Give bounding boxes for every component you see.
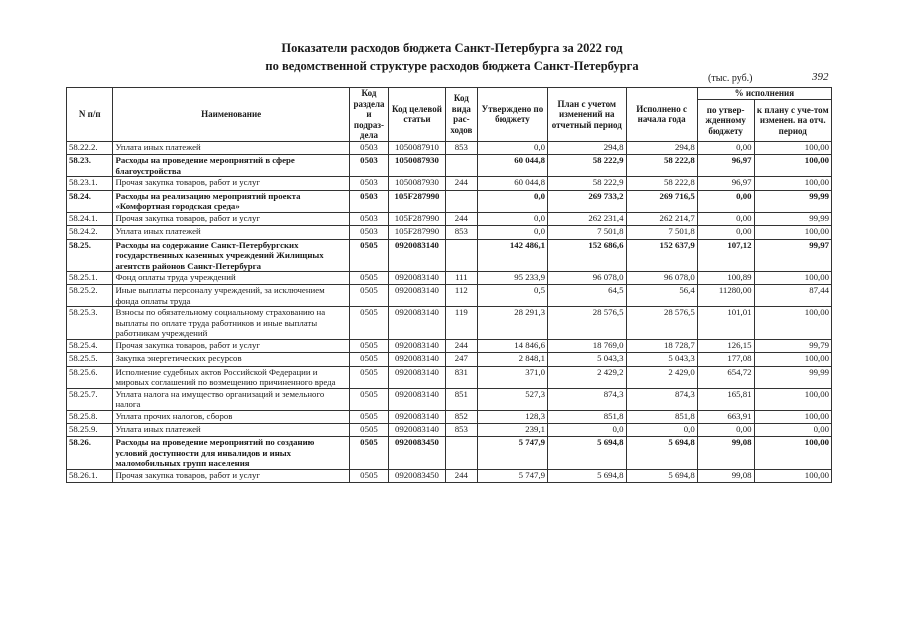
cell-executed: 851,8 (626, 410, 697, 423)
cell-name: Прочая закупка товаров, работ и услуг (113, 212, 349, 225)
cell-pct-approved: 96,97 (697, 177, 754, 190)
cell-type: 111 (445, 272, 477, 285)
table-row (67, 141, 832, 154)
cell-section: 0505 (349, 424, 388, 437)
col-type-header: Код вида рас-ходов (445, 88, 477, 142)
cell-num: 58.24. (67, 190, 113, 212)
cell-section: 0505 (349, 285, 388, 307)
cell-executed: 58 222,8 (626, 177, 697, 190)
cell-num: 58.24.1. (67, 212, 113, 225)
cell-name: Прочая закупка товаров, работ и услуг (113, 177, 349, 190)
cell-plan: 269 733,2 (548, 190, 626, 212)
cell-num: 58.23.1. (67, 177, 113, 190)
cell-num: 58.26.1. (67, 469, 113, 482)
cell-pct-plan: 100,00 (754, 410, 831, 423)
cell-plan: 851,8 (548, 410, 626, 423)
cell-pct-approved: 0,00 (697, 424, 754, 437)
table-row (67, 388, 832, 410)
table-row (67, 469, 832, 482)
table-row (67, 239, 832, 272)
cell-pct-approved: 0,00 (697, 226, 754, 239)
report-subtitle: по ведомственной структуре расходов бюджета Санкт-Петербурга (265, 59, 639, 73)
table-row (67, 272, 832, 285)
cell-type: 247 (445, 353, 477, 366)
cell-type: 244 (445, 212, 477, 225)
cell-target: 0920083450 (389, 469, 446, 482)
cell-pct-approved: 0,00 (697, 190, 754, 212)
cell-type: 853 (445, 226, 477, 239)
cell-target: 0920083450 (389, 437, 446, 470)
cell-plan: 2 429,2 (548, 366, 626, 388)
table-header (67, 88, 832, 142)
cell-section: 0505 (349, 469, 388, 482)
cell-target: 0920083140 (389, 239, 446, 272)
cell-approved: 5 747,9 (477, 469, 547, 482)
cell-plan: 294,8 (548, 141, 626, 154)
cell-num: 58.25.5. (67, 353, 113, 366)
cell-name: Исполнение судебных актов Российской Федерации и мировых соглашений по возмещению причиненного вреда (113, 366, 349, 388)
table-row (67, 410, 832, 423)
cell-plan: 262 231,4 (548, 212, 626, 225)
cell-type (445, 239, 477, 272)
cell-num: 58.25.4. (67, 339, 113, 352)
cell-target: 0920083140 (389, 353, 446, 366)
cell-pct-approved: 177,08 (697, 353, 754, 366)
table-body (67, 141, 832, 482)
table-row (67, 226, 832, 239)
table-row (67, 212, 832, 225)
cell-executed: 7 501,8 (626, 226, 697, 239)
cell-plan: 28 576,5 (548, 307, 626, 340)
cell-name: Уплата налога на имущество организаций и земельного налога (113, 388, 349, 410)
cell-approved: 5 747,9 (477, 437, 547, 470)
cell-approved: 14 846,6 (477, 339, 547, 352)
cell-pct-approved: 0,00 (697, 212, 754, 225)
cell-name: Взносы по обязательному социальному страхованию на выплаты по оплате труда работников и иные выплаты работникам учреждений (113, 307, 349, 340)
col-target-header: Код целевой статьи (389, 88, 446, 142)
cell-plan: 64,5 (548, 285, 626, 307)
cell-target: 0920083140 (389, 285, 446, 307)
cell-type (445, 437, 477, 470)
cell-pct-approved: 11280,00 (697, 285, 754, 307)
cell-plan: 5 694,8 (548, 437, 626, 470)
cell-pct-plan: 0,00 (754, 424, 831, 437)
cell-num: 58.25. (67, 239, 113, 272)
cell-plan: 5 043,3 (548, 353, 626, 366)
table-row (67, 437, 832, 470)
cell-pct-plan: 100,00 (754, 469, 831, 482)
table-row (67, 155, 832, 177)
cell-executed: 96 078,0 (626, 272, 697, 285)
cell-executed: 18 728,7 (626, 339, 697, 352)
cell-type: 119 (445, 307, 477, 340)
cell-approved: 0,0 (477, 141, 547, 154)
cell-plan: 18 769,0 (548, 339, 626, 352)
cell-section: 0505 (349, 307, 388, 340)
cell-pct-approved: 100,89 (697, 272, 754, 285)
cell-section: 0505 (349, 366, 388, 388)
cell-type (445, 155, 477, 177)
cell-pct-approved: 654,72 (697, 366, 754, 388)
col-plan-header: План с учетом изменений на отчетный период (548, 88, 626, 142)
cell-executed: 294,8 (626, 141, 697, 154)
cell-section: 0505 (349, 437, 388, 470)
cell-target: 0920083140 (389, 366, 446, 388)
cell-num: 58.22.2. (67, 141, 113, 154)
cell-target: 0920083140 (389, 339, 446, 352)
cell-approved: 60 044,8 (477, 155, 547, 177)
cell-num: 58.25.3. (67, 307, 113, 340)
cell-plan: 58 222,9 (548, 155, 626, 177)
cell-target: 105F287990 (389, 226, 446, 239)
cell-section: 0505 (349, 239, 388, 272)
cell-target: 0920083140 (389, 410, 446, 423)
cell-section: 0505 (349, 339, 388, 352)
cell-section: 0505 (349, 410, 388, 423)
cell-plan: 58 222,9 (548, 177, 626, 190)
table-row (67, 307, 832, 340)
cell-section: 0503 (349, 226, 388, 239)
cell-pct-approved: 126,15 (697, 339, 754, 352)
cell-section: 0505 (349, 388, 388, 410)
table-row (67, 177, 832, 190)
budget-table (66, 87, 832, 483)
cell-pct-approved: 0,00 (697, 141, 754, 154)
cell-type: 853 (445, 141, 477, 154)
cell-pct-approved: 663,91 (697, 410, 754, 423)
cell-name: Уплата иных платежей (113, 141, 349, 154)
cell-approved: 142 486,1 (477, 239, 547, 272)
cell-executed: 152 637,9 (626, 239, 697, 272)
cell-executed: 28 576,5 (626, 307, 697, 340)
cell-type: 244 (445, 339, 477, 352)
cell-type: 244 (445, 177, 477, 190)
cell-pct-plan: 100,00 (754, 141, 831, 154)
cell-section: 0503 (349, 190, 388, 212)
cell-pct-plan: 100,00 (754, 177, 831, 190)
cell-num: 58.26. (67, 437, 113, 470)
cell-section: 0503 (349, 155, 388, 177)
units-label: (тыс. руб.) (708, 73, 753, 84)
cell-pct-plan: 100,00 (754, 226, 831, 239)
cell-pct-approved: 96,97 (697, 155, 754, 177)
cell-target: 0920083140 (389, 272, 446, 285)
cell-name: Уплата иных платежей (113, 424, 349, 437)
cell-name: Прочая закупка товаров, работ и услуг (113, 469, 349, 482)
cell-num: 58.23. (67, 155, 113, 177)
report-title: Показатели расходов бюджета Санкт-Петербурга за 2022 год (281, 41, 623, 55)
cell-section: 0503 (349, 177, 388, 190)
cell-executed: 58 222,8 (626, 155, 697, 177)
cell-pct-plan: 100,00 (754, 437, 831, 470)
cell-approved: 60 044,8 (477, 177, 547, 190)
cell-target: 0920083140 (389, 424, 446, 437)
cell-section: 0503 (349, 141, 388, 154)
cell-pct-plan: 99,99 (754, 212, 831, 225)
cell-plan: 0,0 (548, 424, 626, 437)
table-row (67, 424, 832, 437)
cell-type (445, 190, 477, 212)
cell-target: 0920083140 (389, 388, 446, 410)
cell-target: 0920083140 (389, 307, 446, 340)
cell-name: Фонд оплаты труда учреждений (113, 272, 349, 285)
col-pct-approved-header: по утвер-жденному бюджету (697, 100, 754, 142)
cell-pct-plan: 99,99 (754, 366, 831, 388)
cell-num: 58.24.2. (67, 226, 113, 239)
cell-pct-plan: 99,99 (754, 190, 831, 212)
cell-pct-plan: 100,00 (754, 307, 831, 340)
cell-executed: 5 694,8 (626, 437, 697, 470)
cell-name: Закупка энергетических ресурсов (113, 353, 349, 366)
table-row (67, 353, 832, 366)
cell-target: 105F287990 (389, 212, 446, 225)
cell-type: 244 (445, 469, 477, 482)
cell-plan: 7 501,8 (548, 226, 626, 239)
cell-num: 58.25.2. (67, 285, 113, 307)
cell-name: Расходы на проведение мероприятий по созданию условий доступности для инвалидов и иных маломобильных групп населения (113, 437, 349, 470)
cell-section: 0505 (349, 272, 388, 285)
cell-plan: 874,3 (548, 388, 626, 410)
cell-approved: 95 233,9 (477, 272, 547, 285)
cell-num: 58.25.6. (67, 366, 113, 388)
cell-approved: 28 291,3 (477, 307, 547, 340)
cell-section: 0503 (349, 212, 388, 225)
cell-approved: 527,3 (477, 388, 547, 410)
cell-section: 0505 (349, 353, 388, 366)
cell-plan: 152 686,6 (548, 239, 626, 272)
cell-executed: 874,3 (626, 388, 697, 410)
cell-pct-plan: 100,00 (754, 272, 831, 285)
cell-approved: 0,5 (477, 285, 547, 307)
cell-approved: 0,0 (477, 190, 547, 212)
cell-pct-plan: 100,00 (754, 388, 831, 410)
cell-pct-plan: 99,79 (754, 339, 831, 352)
table-row (67, 190, 832, 212)
cell-executed: 269 716,5 (626, 190, 697, 212)
cell-pct-approved: 99,08 (697, 437, 754, 470)
cell-pct-approved: 107,12 (697, 239, 754, 272)
cell-executed: 262 214,7 (626, 212, 697, 225)
page-number: 392 (812, 71, 829, 83)
col-approved-header: Утверждено по бюджету (477, 88, 547, 142)
cell-name: Расходы на реализацию мероприятий проекта «Комфортная городская среда» (113, 190, 349, 212)
cell-plan: 5 694,8 (548, 469, 626, 482)
table-row (67, 366, 832, 388)
cell-name: Прочая закупка товаров, работ и услуг (113, 339, 349, 352)
cell-target: 1050087930 (389, 155, 446, 177)
cell-executed: 2 429,0 (626, 366, 697, 388)
cell-executed: 5 043,3 (626, 353, 697, 366)
cell-type: 851 (445, 388, 477, 410)
cell-type: 112 (445, 285, 477, 307)
cell-approved: 371,0 (477, 366, 547, 388)
cell-pct-plan: 100,00 (754, 353, 831, 366)
cell-type: 831 (445, 366, 477, 388)
cell-pct-plan: 100,00 (754, 155, 831, 177)
cell-target: 1050087910 (389, 141, 446, 154)
cell-num: 58.25.1. (67, 272, 113, 285)
col-name-header: Наименование (113, 88, 349, 142)
cell-name: Расходы на проведение мероприятий в сфере благоустройства (113, 155, 349, 177)
cell-approved: 0,0 (477, 226, 547, 239)
cell-pct-plan: 99,97 (754, 239, 831, 272)
cell-executed: 0,0 (626, 424, 697, 437)
cell-approved: 128,3 (477, 410, 547, 423)
col-num-header: N п/п (67, 88, 113, 142)
cell-executed: 5 694,8 (626, 469, 697, 482)
cell-pct-approved: 165,81 (697, 388, 754, 410)
col-percent-group-header: % исполнения (697, 88, 831, 100)
cell-pct-approved: 101,01 (697, 307, 754, 340)
cell-name: Расходы на содержание Санкт-Петербургских государственных казенных учреждений Жилищных агентств районов Санкт-Петербурга (113, 239, 349, 272)
cell-type: 853 (445, 424, 477, 437)
cell-approved: 0,0 (477, 212, 547, 225)
cell-target: 105F287990 (389, 190, 446, 212)
cell-pct-plan: 87,44 (754, 285, 831, 307)
col-pct-plan-header: к плану с уче-том изменен. на отч. период (754, 100, 831, 142)
cell-name: Уплата прочих налогов, сборов (113, 410, 349, 423)
cell-type: 852 (445, 410, 477, 423)
cell-name: Иные выплаты персоналу учреждений, за исключением фонда оплаты труда (113, 285, 349, 307)
cell-target: 1050087930 (389, 177, 446, 190)
table-row (67, 339, 832, 352)
cell-num: 58.25.9. (67, 424, 113, 437)
cell-num: 58.25.8. (67, 410, 113, 423)
col-section-header: Код раздела и подраз-дела (349, 88, 388, 142)
cell-pct-approved: 99,08 (697, 469, 754, 482)
cell-name: Уплата иных платежей (113, 226, 349, 239)
cell-executed: 56,4 (626, 285, 697, 307)
cell-num: 58.25.7. (67, 388, 113, 410)
col-executed-header: Исполнено с начала года (626, 88, 697, 142)
table-row (67, 285, 832, 307)
cell-approved: 2 848,1 (477, 353, 547, 366)
cell-approved: 239,1 (477, 424, 547, 437)
cell-plan: 96 078,0 (548, 272, 626, 285)
